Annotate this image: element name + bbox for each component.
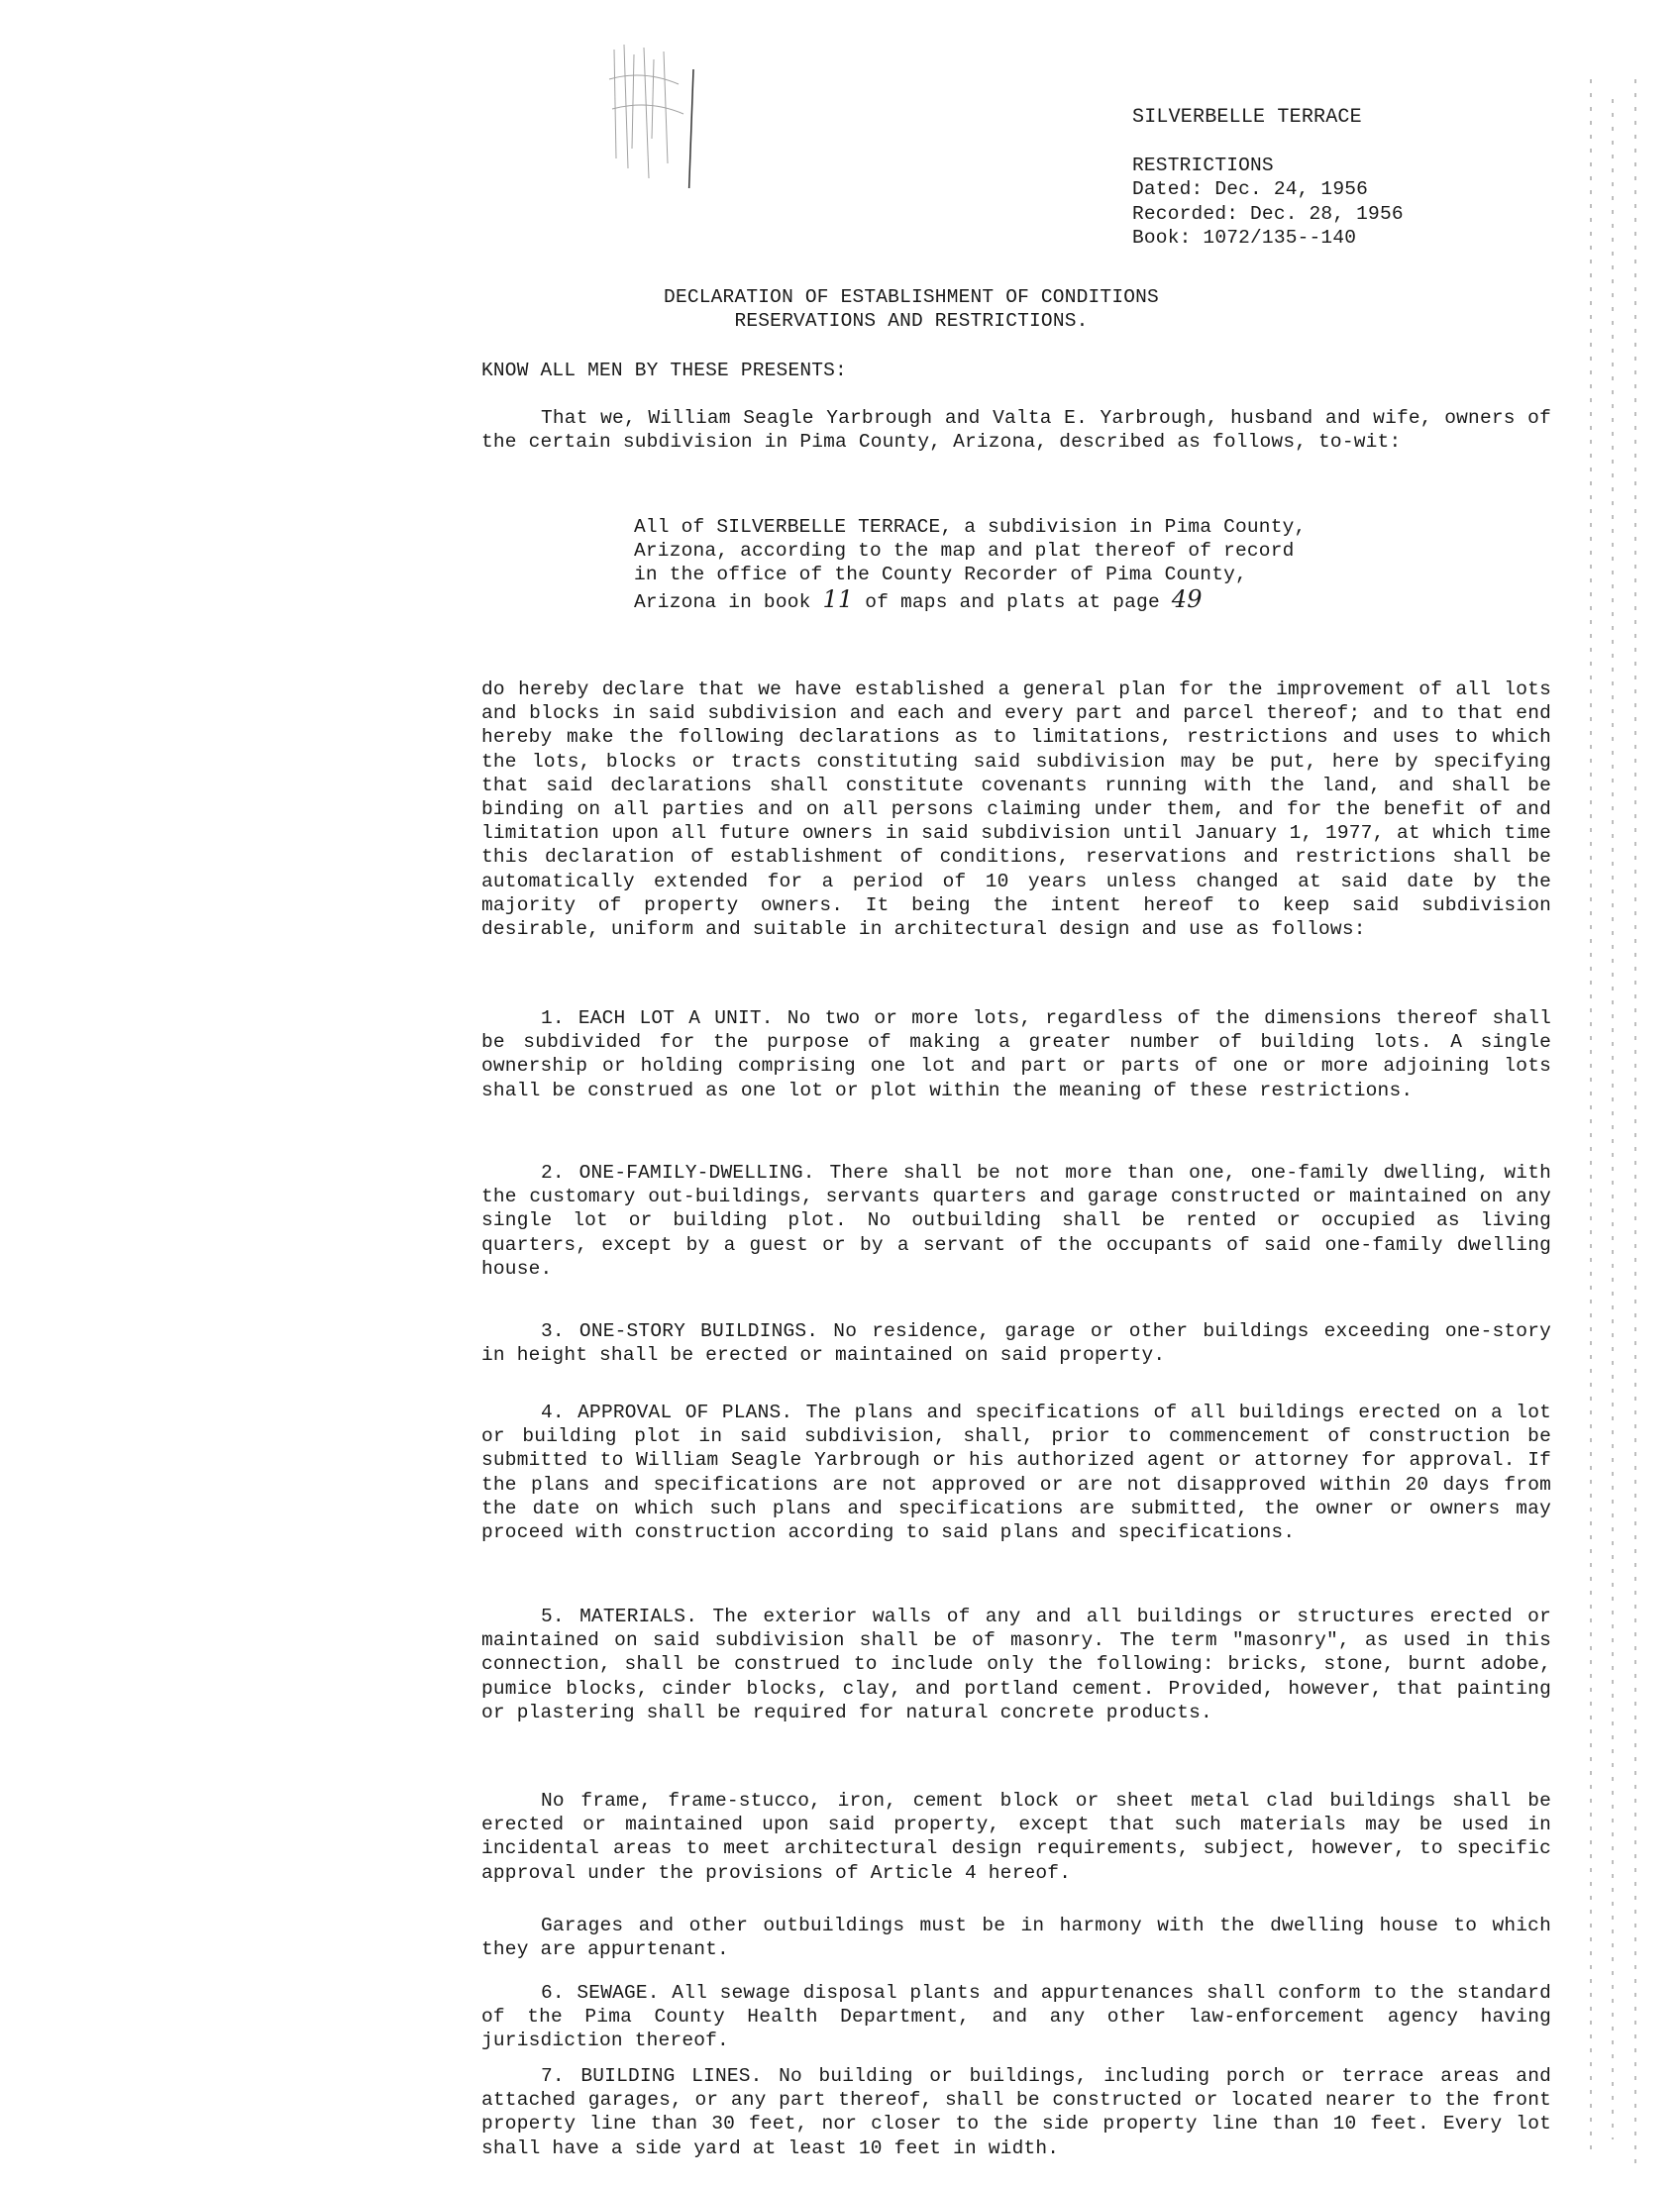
legal-description-text: All of SILVERBELLE TERRACE, a subdivision in Pima County, Arizona, according to the map and plat thereof of record in the office of the County Recorder of Pima County, Arizona in book	[634, 516, 1307, 613]
preamble-paragraph: That we, William Seagle Yarbrough and Valta E. Yarbrough, husband and wife, owners of the certain subdivision in Pima County, Arizona, described as follows, to-wit:	[481, 407, 1551, 454]
title-line-2: RESERVATIONS AND RESTRICTIONS.	[734, 310, 1089, 333]
section-4-approval-of-plans: 4. APPROVAL OF PLANS. The plans and specifications of all buildings erected on a lot or building plot in said subdivision, shall, prior to commencement of construction be submitted to William Seagle Yarbrough or his authorized agent or attorney for approval. If the plans and specifications are not approved or are not disapproved within 20 days from the date on which such plans and specifications are submitted, the owner or owners may proceed with construction according to said plans and specifications.	[481, 1402, 1551, 1544]
section-3-one-story-buildings: 3. ONE-STORY BUILDINGS. No residence, garage or other buildings exceeding one-story in height shall be erected or maintained on said property.	[481, 1320, 1551, 1367]
doc-type: RESTRICTIONS	[1132, 155, 1274, 177]
section-5-garages: Garages and other outbuildings must be in harmony with the dwelling house to which they are appurtenant.	[481, 1915, 1551, 1961]
dated-line: Dated: Dec. 24, 1956	[1132, 178, 1369, 201]
intro-line: KNOW ALL MEN BY THESE PRESENTS:	[481, 360, 847, 381]
handwritten-book-number: 11	[822, 584, 854, 613]
section-5-materials-cont: No frame, frame-stucco, iron, cement block or sheet metal clad buildings shall be erected or maintained upon said property, except that such materials may be used in incidental areas to meet architectural design requirements, subject, however, to specific approval under the provisions of Article 4 hereof.	[481, 1790, 1551, 1884]
margin-scan-marks	[1551, 79, 1680, 2179]
document-title	[535, 285, 1288, 333]
handwritten-page-number: 49	[1171, 584, 1203, 613]
section-7-building-lines: 7. BUILDING LINES. No building or buildings, including porch or terrace areas and attached garages, or any part thereof, shall be constructed or located nearer to the front property line than 30 feet, nor closer to the side property line than 10 feet. Every lot shall have a side yard at least 10 feet in width.	[481, 2065, 1551, 2159]
record-header	[1132, 106, 1548, 250]
legal-description-mid: of maps and plats at page	[865, 590, 1160, 613]
title-line-1: DECLARATION OF ESTABLISHMENT OF CONDITIONS	[664, 286, 1159, 308]
book-line: Book: 1072/135--140	[1132, 226, 1357, 249]
stamp-scribble	[594, 40, 713, 188]
subdivision-name: SILVERBELLE TERRACE	[1132, 106, 1362, 129]
section-5-materials: 5. MATERIALS. The exterior walls of any and all buildings or structures erected or maintained on said subdivision shall be of masonry. The term "masonry", as used in this connection, shall be construed to include only the following: bricks, stone, burnt adobe, pumice blocks, cinder blocks, clay, and portland cement. Provided, however, that painting or plastering shall be required for natural concrete products.	[481, 1606, 1551, 1723]
section-6-sewage: 6. SEWAGE. All sewage disposal plants and appurtenances shall conform to the standard of the Pima County Health Department, and any other law-enforcement agency having jurisdiction thereof.	[481, 1982, 1551, 2052]
legal-description	[634, 515, 1327, 614]
recorded-line: Recorded: Dec. 28, 1956	[1132, 202, 1404, 225]
section-1-each-lot-a-unit: 1. EACH LOT A UNIT. No two or more lots, regardless of the dimensions thereof shall be subdivided for the purpose of making a greater number of building lots. A single ownership or holding comprising one lot and part or parts of one or more adjoining lots shall be construed as one lot or plot within the meaning of these restrictions.	[481, 1007, 1551, 1101]
declaration-paragraph: do hereby declare that we have established a general plan for the improvement of all lots and blocks in said subdivision and each and every part and parcel thereof; and to that end hereby make the following declarations as to limitations, restrictions and uses to which the lots, blocks or tracts constituting said subdivision may be put, here by specifying that said declarations shall constitute covenants running with the land, and shall be binding on all parties and on all persons claiming under them, and for the benefit of and limitation upon all future owners in said subdivision until January 1, 1977, at which time this declaration of establishment of conditions, reservations and restrictions shall be automatically extended for a period of 10 years unless changed at said date by the majority of property owners. It being the intent hereof to keep said subdivision desirable, uniform and suitable in architectural design and use as follows:	[481, 678, 1551, 941]
section-2-one-family-dwelling: 2. ONE-FAMILY-DWELLING. There shall be not more than one, one-family dwelling, with the customary out-buildings, servants quarters and garage constructed or maintained on any single lot or building plot. No outbuilding shall be rented or occupied as living quarters, except by a guest or by a servant of the occupants of said one-family dwelling house.	[481, 1162, 1551, 1280]
